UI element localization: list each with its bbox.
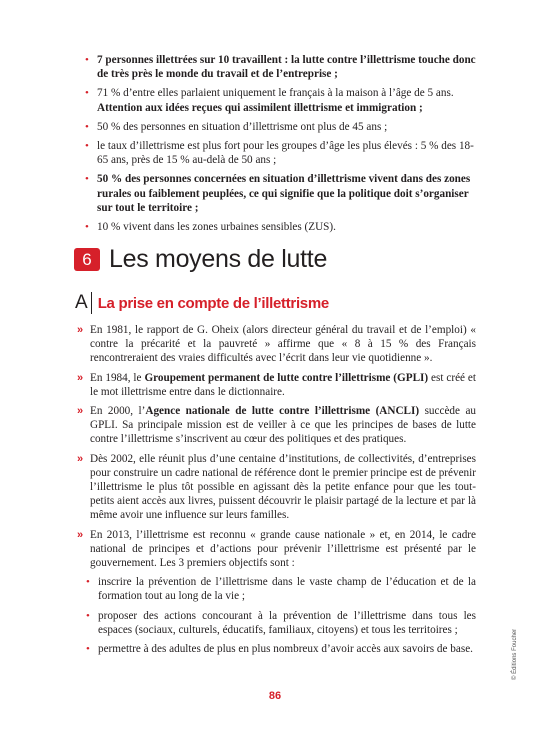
objectives-bullet-list xyxy=(98,575,476,656)
paragraph-2013: » En 2013, l’illettrisme est reconnu « grande cause nationale » et, en 2014, le cadre national de principes et d’actions pour prévenir l’illettrisme est présenté par le gouvernement. Les 3 premiers objectifs sont : • inscrire la prévention de l’illettrisme dans le vaste champ de l’éducation et de la formation tout au long de la vie ; • proposer des actions concourant à la prévention de l’illettrisme dans tous les espaces (sociaux, culturels, éducatifs, familiaux, citoyens) et tous les territoires ; • permettre à des adultes de plus en plus nombreux d’avoir accès aux savoirs de base. xyxy=(90,528,476,657)
subsection-title: La prise en compte de l’illettrisme xyxy=(97,294,329,312)
chevron-marker-icon: » xyxy=(77,452,84,465)
list-item: • inscrire la prévention de l’illettrisme dans le vaste champ de l’éducation et de la formation tout au long de la vie ; xyxy=(98,575,476,603)
copyright-notice: © Éditions Foucher xyxy=(512,628,518,680)
subsection-letter: A xyxy=(75,292,88,313)
list-item: • le taux d’illettrisme est plus fort pour les groupes d’âge les plus élevés : 5 % des 18-65 ans, près de 15 % au-delà de 50 ans ; xyxy=(97,139,477,167)
subsection-heading xyxy=(75,292,329,314)
list-item: • 71 % d’entre elles parlaient uniquement le français à la maison à l’âge de 5 ans. Attention aux idées reçues qui assimilent illettrisme et immigration ; xyxy=(97,86,477,114)
subsection-divider xyxy=(91,292,92,314)
page-number: 86 xyxy=(268,690,282,702)
list-item: • 50 % des personnes concernées en situation d’illettrisme vivent dans des zones rurales ou faiblement peuplées, ce qui signifie que la politique doit s’organiser sur tout le territoire ; xyxy=(97,172,477,215)
paragraph-block xyxy=(77,323,476,661)
paragraph-1984: » En 1984, le Groupement permanent de lutte contre l’illettrisme (GPLI) est créé et le mot illettrisme entre dans le dictionnaire. xyxy=(77,371,476,398)
paragraph-2000: » En 2000, l’Agence nationale de lutte contre l’illettrisme (ANCLI) succède au GPLI. Sa principale mission est de veiller à ce que les principes de bases de lutte contre l’illettrisme s’inscrivent au cœur des politiques et des pratiques. xyxy=(77,405,476,446)
list-item: • proposer des actions concourant à la prévention de l’illettrisme dans tous les espaces (sociaux, culturels, éducatifs, familiaux, citoyens) et tous les territoires ; xyxy=(98,609,476,637)
list-item: • 50 % des personnes en situation d’illettrisme ont plus de 45 ans ; xyxy=(97,120,477,134)
chevron-marker-icon: » xyxy=(77,405,84,418)
paragraph-1981: » En 1981, le rapport de G. Oheix (alors directeur général du travail et de l’emploi) « contre la précarité et la pauvreté » affirme que « 8 à 15 % des Français rencontreraient des vraies difficultés avec l’écrit dans leur vie quotidienne ». xyxy=(77,324,476,365)
chevron-marker-icon: » xyxy=(77,528,84,541)
list-item: • 7 personnes illettrées sur 10 travaillent : la lutte contre l’illettrisme touche donc de très près le monde du travail et de l’entreprise ; xyxy=(97,53,477,81)
section-heading xyxy=(74,244,327,274)
section-title: Les moyens de lutte xyxy=(109,244,328,273)
list-item: • 10 % vivent dans les zones urbaines sensibles (ZUS). xyxy=(97,220,477,234)
chevron-marker-icon: » xyxy=(77,324,84,336)
list-item: • permettre à des adultes de plus en plus nombreux d’avoir accès aux savoirs de base. xyxy=(98,642,476,656)
paragraph-2002: » Dès 2002, elle réunit plus d’une centaine d’institutions, de collectivités, d’entreprises pour construire un cadre national de référence dont le premier principe est de prévenir l’illettrisme le plus tôt possible en agissant dès la petite enfance pour que les tout-petits aient accès aux livres, puissent découvrir le plaisir partagé de la lecture et par là même avoir une influence sur leurs familles. xyxy=(77,452,476,522)
chevron-marker-icon: » xyxy=(77,371,84,384)
section-number-badge: 6 xyxy=(74,248,100,271)
statistics-bullet-list xyxy=(97,53,477,239)
